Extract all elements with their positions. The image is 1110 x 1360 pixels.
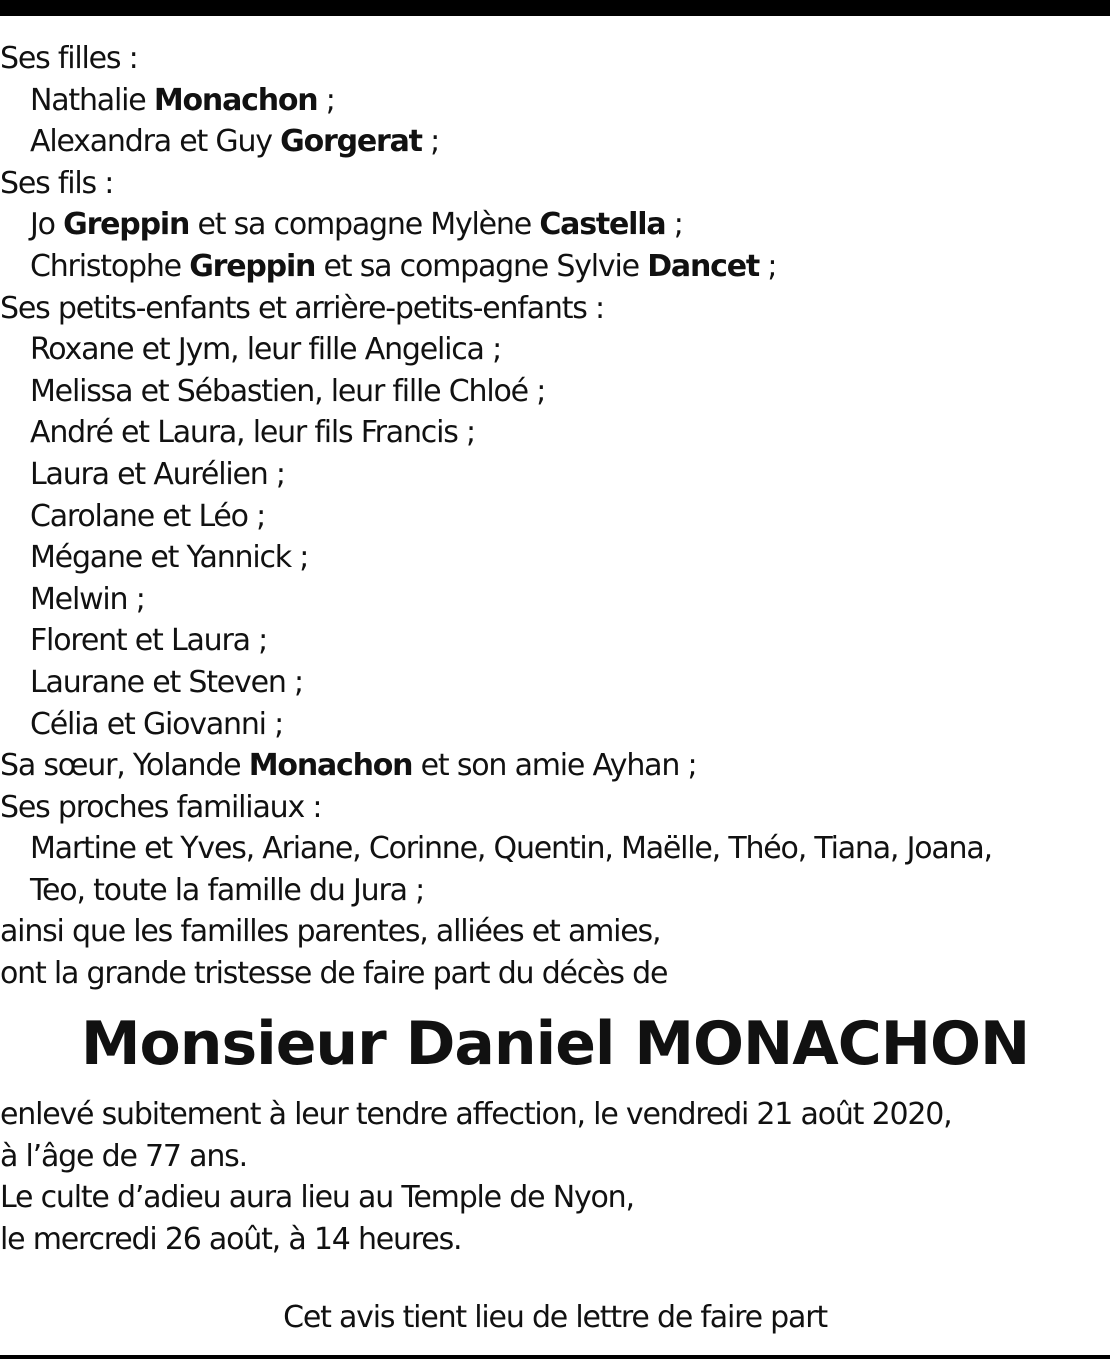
punctuation: ; bbox=[317, 82, 335, 118]
announcement-line: ont la grande tristesse de faire part du décès de bbox=[0, 956, 668, 992]
surname-bold: Greppin bbox=[189, 248, 316, 284]
familles-line: ainsi que les familles parentes, alliées et amies, bbox=[0, 914, 661, 950]
punctuation: ; bbox=[665, 207, 683, 243]
bottom-border-rule bbox=[0, 1355, 1110, 1359]
name-text: Sa sœur, Yolande bbox=[0, 748, 249, 784]
petits-enfants-heading: Ses petits-enfants et arrière-petits-enfants : bbox=[0, 290, 604, 326]
top-border-rule bbox=[0, 0, 1110, 16]
family-list bbox=[0, 38, 1100, 995]
petit-enfant-line: Laura et Aurélien ; bbox=[30, 456, 285, 492]
petit-enfant-line: Laurane et Steven ; bbox=[30, 664, 303, 700]
petit-enfant-line: Melwin ; bbox=[30, 581, 145, 617]
closing-line: Le culte d’adieu aura lieu au Temple de Nyon, bbox=[0, 1180, 634, 1216]
petit-enfant-line: Célia et Giovanni ; bbox=[30, 706, 284, 742]
surname-bold: Greppin bbox=[63, 207, 190, 243]
closing-details bbox=[0, 1094, 1100, 1260]
surname-bold: Monachon bbox=[153, 82, 318, 118]
surname-bold: Castella bbox=[539, 207, 666, 243]
name-text: Alexandra et Guy bbox=[30, 124, 281, 160]
proches-line: Martine et Yves, Ariane, Corinne, Quentin, Maëlle, Théo, Tiana, Joana, bbox=[30, 831, 992, 867]
surname-bold: Monachon bbox=[248, 748, 413, 784]
proches-line: Teo, toute la famille du Jura ; bbox=[30, 872, 425, 908]
punctuation: ; bbox=[421, 124, 440, 160]
closing-line: à l’âge de 77 ans. bbox=[0, 1138, 247, 1174]
footer-note: Cet avis tient lieu de lettre de faire part bbox=[283, 1300, 827, 1335]
name-text: et sa compagne Mylène bbox=[189, 207, 540, 243]
petit-enfant-line: Melissa et Sébastien, leur fille Chloé ; bbox=[30, 373, 546, 409]
closing-line: enlevé subitement à leur tendre affection, le vendredi 21 août 2020, bbox=[0, 1097, 952, 1132]
filles-heading: Ses filles : bbox=[0, 41, 138, 76]
name-text: Nathalie bbox=[30, 82, 154, 118]
proches-heading: Ses proches familiaux : bbox=[0, 789, 322, 825]
fille-line bbox=[0, 80, 1100, 122]
petit-enfant-line: André et Laura, leur fils Francis ; bbox=[30, 415, 475, 451]
surname-bold: Gorgerat bbox=[280, 124, 422, 160]
name-text: Christophe bbox=[30, 248, 190, 284]
name-text: et son amie Ayhan ; bbox=[412, 748, 697, 784]
deceased-name: Monsieur Daniel MONACHON bbox=[80, 1009, 1030, 1079]
closing-line: le mercredi 26 août, à 14 heures. bbox=[0, 1221, 462, 1257]
fils-line bbox=[0, 246, 1100, 288]
surname-bold: Dancet bbox=[647, 248, 759, 284]
petit-enfant-line: Florent et Laura ; bbox=[30, 623, 268, 659]
petit-enfant-line: Mégane et Yannick ; bbox=[30, 540, 309, 576]
punctuation: ; bbox=[759, 248, 777, 284]
fils-line bbox=[0, 204, 1100, 246]
petit-enfant-line: Carolane et Léo ; bbox=[30, 498, 266, 534]
fille-line bbox=[0, 121, 1100, 163]
petit-enfant-line: Roxane et Jym, leur fille Angelica ; bbox=[30, 332, 501, 368]
name-text: Jo bbox=[30, 207, 64, 243]
fils-heading: Ses fils : bbox=[0, 165, 114, 201]
name-text: et sa compagne Sylvie bbox=[315, 248, 648, 284]
soeur-line bbox=[0, 745, 1100, 787]
